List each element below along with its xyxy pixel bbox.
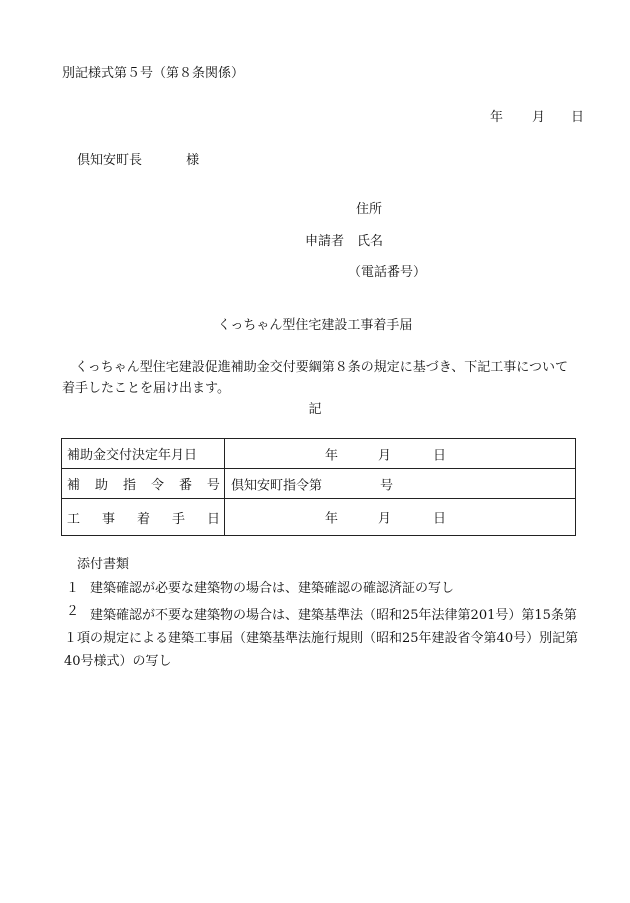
name-label: 氏名	[357, 234, 384, 249]
label-char: 着	[136, 511, 150, 527]
record-table	[61, 438, 576, 536]
construction-start-date-value	[225, 499, 576, 536]
label-char: 令	[150, 478, 164, 493]
label-char: 手	[171, 511, 185, 527]
table-row	[62, 469, 576, 499]
order-number-prefix: 倶知安町指令第	[231, 478, 323, 493]
table-row	[62, 439, 576, 469]
applicant-role-label: 申請者	[305, 234, 345, 249]
label-char: 工	[67, 511, 81, 527]
attachment-number: ２	[66, 604, 80, 619]
start-month-label: 月	[378, 511, 392, 527]
date-month-label: 月	[532, 110, 546, 125]
grant-decision-date-value	[225, 439, 576, 469]
grant-order-number-label	[62, 469, 225, 499]
grant-decision-date-label: 補助金交付決定年月日	[62, 439, 225, 469]
date-day-label: 日	[571, 110, 585, 125]
addressee-name: 倶知安町長	[77, 153, 143, 168]
label-char: 指	[122, 478, 136, 493]
attachment-number: １	[66, 581, 80, 596]
addressee-honorific: 様	[186, 153, 200, 168]
form-reference: 別記様式第５号（第８条関係）	[62, 66, 245, 81]
label-char: 号	[206, 478, 220, 493]
label-char: 助	[94, 478, 108, 493]
address-label: 住所	[356, 202, 383, 217]
body-paragraph: くっちゃん型住宅建設促進補助金交付要綱第８条の規定に基づき、下記工事について着手したことを届け出ます。	[62, 360, 568, 396]
addressee	[77, 153, 199, 169]
label-char: 日	[206, 511, 220, 527]
grant-month-label: 月	[378, 448, 392, 463]
label-char: 番	[178, 478, 192, 493]
document-title: くっちゃん型住宅建設工事着手届	[217, 318, 413, 333]
attachment-text: 建築確認が必要な建築物の場合は、建築確認の確認済証の写し	[90, 581, 455, 596]
start-year-label: 年	[325, 511, 339, 527]
label-char: 補	[67, 478, 81, 493]
attachments-title: 添付書類	[77, 557, 130, 572]
date-year-label: 年	[490, 110, 504, 125]
order-number-suffix: 号	[380, 478, 394, 493]
ki-heading: 記	[308, 402, 322, 417]
grant-order-number-value	[225, 469, 576, 499]
attachment-text: 建築確認が不要な建築物の場合は、建築基準法（昭和25年法律第201号）第15条第１項の規定による建築工事届（建築基準法施行規則（昭和25年建設省令第40号）別記第40号様式）の写し	[64, 608, 579, 669]
phone-label: （電話番号）	[348, 265, 427, 280]
construction-start-date-label	[62, 499, 225, 536]
start-day-label: 日	[433, 511, 447, 527]
grant-day-label: 日	[433, 448, 447, 463]
table-row	[62, 499, 576, 536]
grant-year-label: 年	[325, 448, 339, 463]
label-char: 事	[101, 511, 115, 527]
